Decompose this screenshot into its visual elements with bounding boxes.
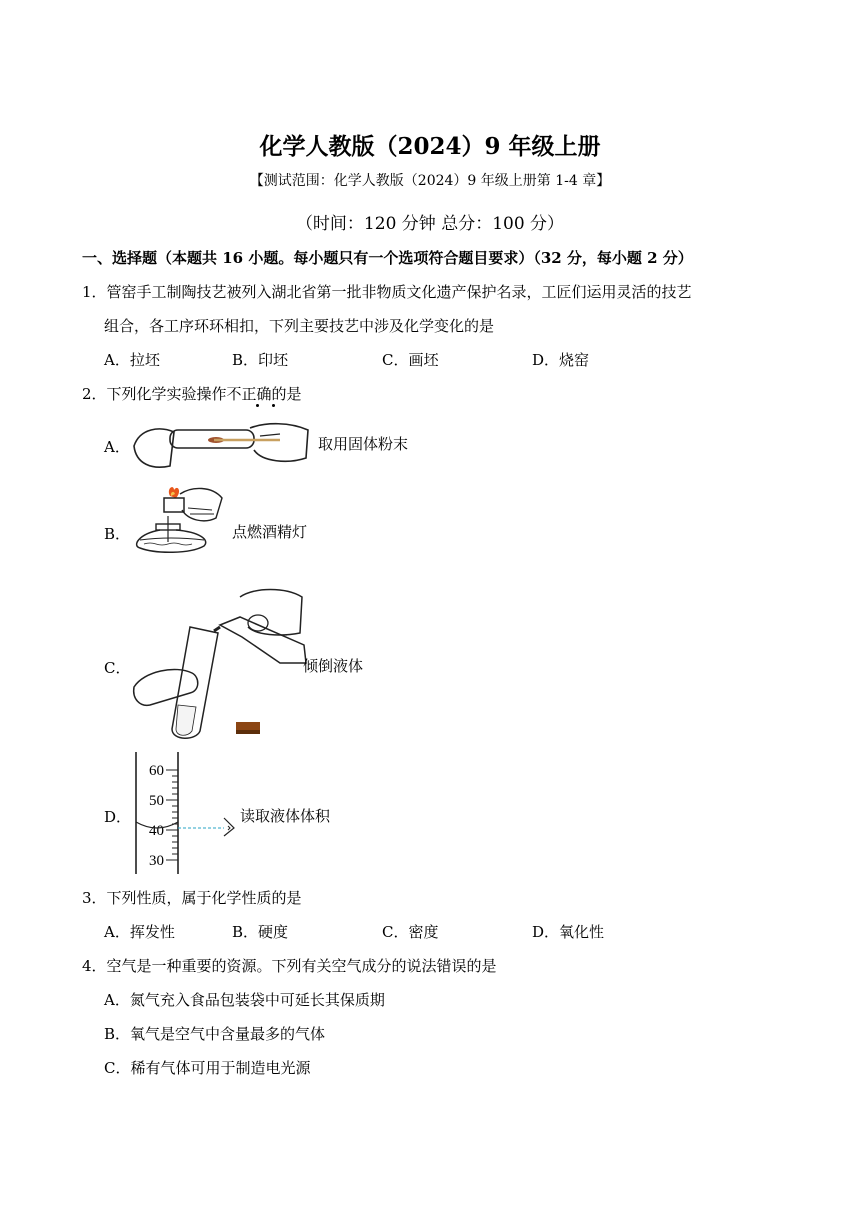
question-4-stem: 4．空气是一种重要的资源。下列有关空气成分的说法错误的是	[82, 957, 497, 975]
emphasis-dot	[256, 404, 259, 407]
q2-option-b-caption: 点燃酒精灯	[232, 523, 308, 541]
page-title: 化学人教版（2024）9 年级上册	[259, 133, 601, 160]
question-1-line1: 1．管窑手工制陶技艺被列入湖北省第一批非物质文化遗产保护名录，工匠们运用灵活的技艺	[82, 283, 692, 301]
q3-option-d: D．氧化性	[532, 923, 605, 941]
test-range: 【测试范围：化学人教版（2024）9 年级上册第 1-4 章】	[249, 173, 611, 189]
q1-option-c: C．画坯	[382, 351, 439, 369]
q3-option-a: A．挥发性	[104, 923, 175, 941]
q2-option-a-letter: A．	[104, 438, 130, 456]
q4-option-a: A．氮气充入食品包装袋中可延长其保质期	[104, 991, 385, 1009]
question-3-stem: 3．下列性质，属于化学性质的是	[82, 889, 302, 907]
q3-option-c: C．密度	[382, 923, 439, 941]
q2-option-a-caption: 取用固体粉末	[318, 435, 409, 453]
question-1-line2: 组合，各工序环环相扣，下列主要技艺中涉及化学变化的是	[104, 317, 495, 335]
pour-liquid-illustration	[130, 587, 310, 747]
time-score-info: （时间：120 分钟 总分：100 分）	[295, 214, 565, 234]
alcohol-lamp-illustration	[130, 484, 230, 554]
tick-label-30: 30	[149, 853, 164, 869]
section-heading: 一、选择题（本题共 16 小题。每小题只有一个选项符合题目要求）（32 分，每小题 2 分）	[82, 249, 693, 267]
q2-option-d-letter: D．	[104, 808, 132, 826]
tick-label-60: 60	[149, 763, 164, 779]
q2-option-c-letter: C．	[104, 659, 131, 677]
powder-taking-illustration	[130, 420, 320, 472]
tick-label-50: 50	[149, 793, 164, 809]
q4-option-c: C．稀有气体可用于制造电光源	[104, 1059, 311, 1077]
q3-option-b: B．硬度	[232, 923, 289, 941]
graduated-cylinder-illustration	[130, 752, 240, 874]
tick-label-40: 40	[149, 823, 164, 839]
q4-option-b: B．氧气是空气中含量最多的气体	[104, 1025, 326, 1043]
question-2-stem: 2．下列化学实验操作不正确的是	[82, 385, 302, 403]
q1-option-a: A．拉坯	[104, 351, 160, 369]
q1-option-d: D．烧窑	[532, 351, 590, 369]
q1-option-b: B．印坯	[232, 351, 289, 369]
emphasis-dot	[272, 404, 275, 407]
q2-option-b-letter: B．	[104, 525, 131, 543]
q2-option-c-caption: 倾倒液体	[303, 657, 364, 675]
q2-option-d-caption: 读取液体体积	[240, 807, 331, 825]
